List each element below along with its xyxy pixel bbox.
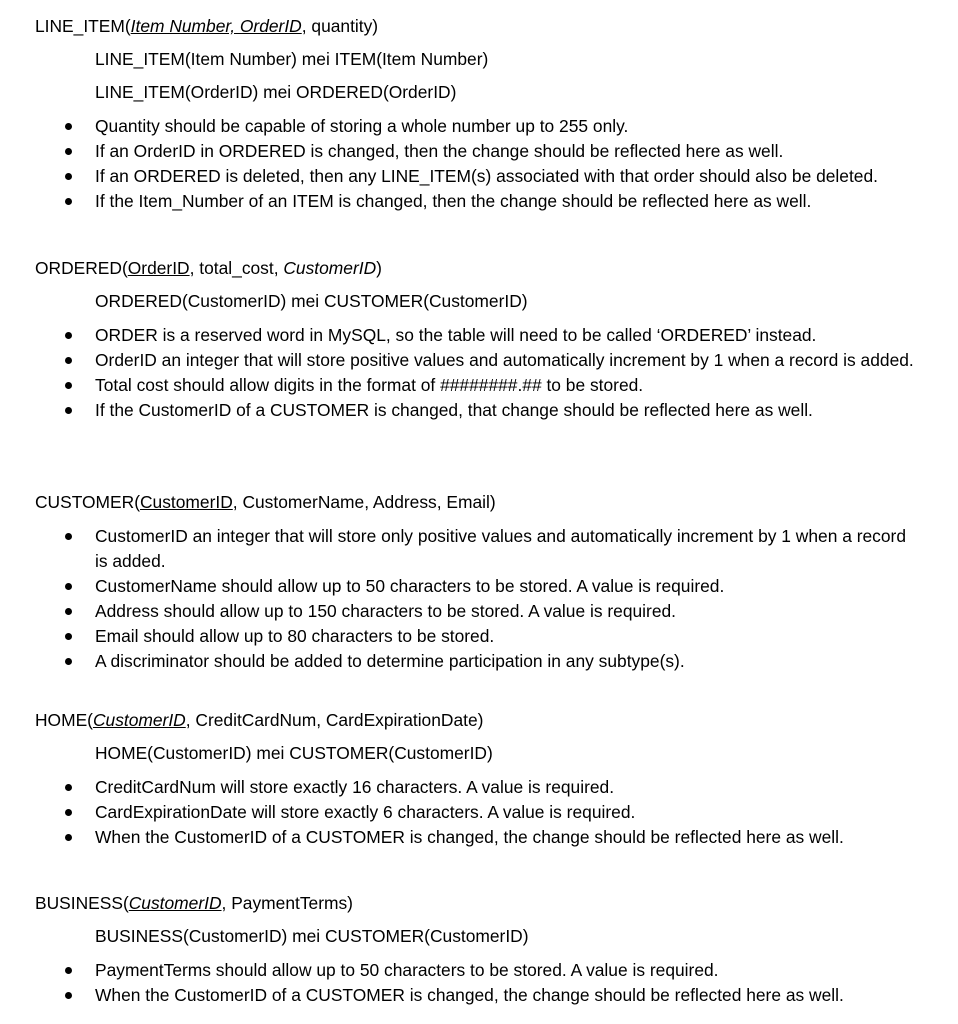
list-item: CardExpirationDate will store exactly 6 characters. A value is required. (0, 800, 958, 825)
foreign-key-line: LINE_ITEM(Item Number) mei ITEM(Item Number) (95, 49, 489, 69)
list-item: Email should allow up to 80 characters to be stored. (0, 624, 958, 649)
foreign-key-line: BUSINESS(CustomerID) mei CUSTOMER(CustomerID) (95, 926, 529, 946)
foreign-key: CustomerID (283, 258, 377, 278)
bullet-icon (65, 658, 72, 665)
primary-key: OrderID (127, 258, 190, 278)
list-item: Quantity should be capable of storing a whole number up to 255 only. (0, 114, 958, 139)
bullet-icon (65, 834, 72, 841)
bullet-list (0, 524, 958, 674)
bullet-icon (65, 382, 72, 389)
heading-line-item (35, 14, 378, 38)
table-name: CUSTOMER( (35, 492, 140, 512)
table-name: BUSINESS( (35, 893, 129, 913)
attribute-list: , CreditCardNum, CardExpirationDate) (185, 710, 484, 730)
bullet-icon (65, 148, 72, 155)
list-item: PaymentTerms should allow up to 50 characters to be stored. A value is required. (0, 958, 958, 983)
primary-foreign-key: CustomerID (128, 893, 222, 913)
heading-home (35, 708, 483, 732)
list-item: OrderID an integer that will store positive values and automatically increment by 1 when a record is added. (0, 348, 958, 373)
bullet-icon (65, 583, 72, 590)
bullet-list (0, 775, 958, 850)
foreign-key-line: LINE_ITEM(OrderID) mei ORDERED(OrderID) (95, 82, 457, 102)
list-item: Total cost should allow digits in the format of ########.## to be stored. (0, 373, 958, 398)
bullet-icon (65, 784, 72, 791)
bullet-icon (65, 992, 72, 999)
bullet-icon (65, 198, 72, 205)
bullet-list (0, 323, 958, 423)
bullet-icon (65, 608, 72, 615)
bullet-icon (65, 173, 72, 180)
bullet-icon (65, 633, 72, 640)
list-item: CreditCardNum will store exactly 16 characters. A value is required. (0, 775, 958, 800)
bullet-icon (65, 407, 72, 414)
attribute-list: , CustomerName, Address, Email) (232, 492, 496, 512)
heading-customer (35, 490, 496, 514)
bullet-icon (65, 332, 72, 339)
bullet-icon (65, 357, 72, 364)
list-item: A discriminator should be added to determine participation in any subtype(s). (0, 649, 958, 674)
heading-ordered (35, 256, 382, 280)
table-name: ORDERED( (35, 258, 128, 278)
closing-paren: ) (376, 258, 382, 278)
list-item: When the CustomerID of a CUSTOMER is changed, the change should be reflected here as well. (0, 983, 958, 1008)
bullet-list (0, 114, 958, 214)
bullet-icon (65, 123, 72, 130)
bullet-icon (65, 533, 72, 540)
list-item: If an OrderID in ORDERED is changed, then the change should be reflected here as well. (0, 139, 958, 164)
foreign-key-line: HOME(CustomerID) mei CUSTOMER(CustomerID) (95, 743, 493, 763)
primary-key: CustomerID (140, 492, 233, 512)
primary-foreign-key: CustomerID (92, 710, 186, 730)
bullet-icon (65, 967, 72, 974)
bullet-icon (65, 809, 72, 816)
attribute-list: , total_cost, (189, 258, 284, 278)
list-item: If the CustomerID of a CUSTOMER is changed, that change should be reflected here as well. (0, 398, 958, 423)
list-item: CustomerID an integer that will store only positive values and automatically increment by 1 when a record is added. (0, 524, 958, 574)
foreign-key-line: ORDERED(CustomerID) mei CUSTOMER(CustomerID) (95, 291, 528, 311)
heading-business (35, 891, 353, 915)
attribute-list: , PaymentTerms) (221, 893, 353, 913)
table-name: LINE_ITEM( (35, 16, 131, 36)
list-item: CustomerName should allow up to 50 characters to be stored. A value is required. (0, 574, 958, 599)
table-name: HOME( (35, 710, 93, 730)
list-item: ORDER is a reserved word in MySQL, so the table will need to be called ‘ORDERED’ instead. (0, 323, 958, 348)
list-item: Address should allow up to 150 characters to be stored. A value is required. (0, 599, 958, 624)
list-item: When the CustomerID of a CUSTOMER is changed, the change should be reflected here as well. (0, 825, 958, 850)
list-item: If the Item_Number of an ITEM is changed, then the change should be reflected here as well. (0, 189, 958, 214)
list-item: If an ORDERED is deleted, then any LINE_ITEM(s) associated with that order should also be deleted. (0, 164, 958, 189)
attribute-list: , quantity) (301, 16, 379, 36)
bullet-list (0, 958, 958, 1008)
primary-foreign-key: Item Number, OrderID (130, 16, 302, 36)
